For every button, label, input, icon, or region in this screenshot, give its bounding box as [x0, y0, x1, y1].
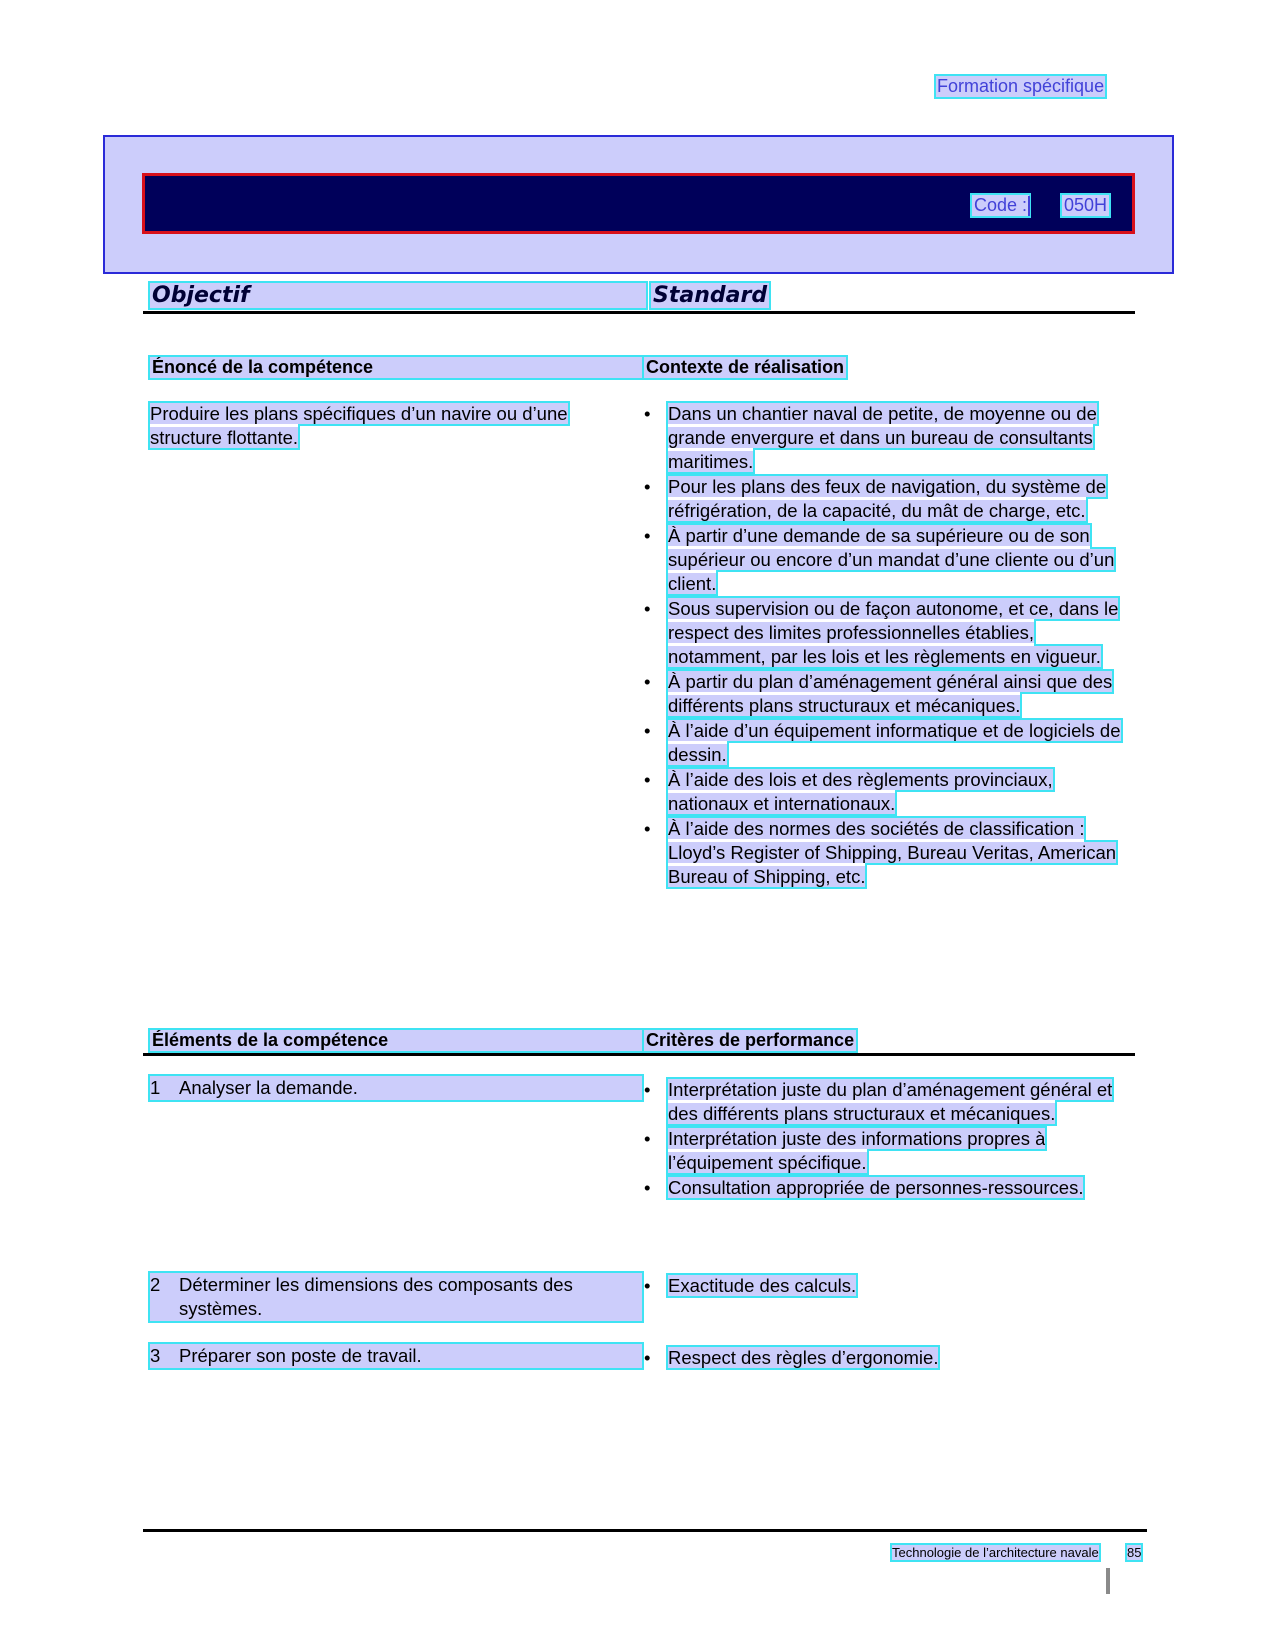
context-heading: Contexte de réalisation — [646, 357, 845, 377]
footer-text: Technologie de l’architecture navale — [892, 1545, 1099, 1560]
title-rule — [143, 311, 1135, 314]
element-text: Préparer son poste de travail. — [179, 1345, 422, 1366]
criteria-list — [644, 1346, 1124, 1371]
margin-mark — [1106, 1568, 1110, 1594]
bullet-icon: • — [644, 403, 651, 424]
context-item: • Pour les plans des feux de navigation, du système de réfrigération, de la capacité, du mât de charge, etc. — [644, 476, 1107, 521]
statement-text: Produire les plans spécifiques d’un navire ou d’une structure flottante. — [150, 403, 568, 448]
criteria-item: • Respect des règles d’ergonomie. — [644, 1347, 939, 1368]
context-item: • Dans un chantier naval de petite, de moyenne ou de grande envergure et dans un bureau de consultants maritimes. — [644, 403, 1097, 472]
bullet-icon: • — [644, 1128, 651, 1149]
criteria-list — [644, 1078, 1124, 1201]
context-item: • À l’aide des normes des sociétés de classification : Lloyd’s Register of Shipping, Bureau Veritas, American Bureau of Shipping, etc. — [644, 818, 1117, 887]
context-item: • À l’aide des lois et des règlements provinciaux, nationaux et internationaux. — [644, 769, 1053, 814]
column-title-objectif: Objectif — [150, 283, 646, 308]
statement-heading: Énoncé de la compétence — [150, 357, 642, 378]
bullet-icon: • — [644, 1275, 651, 1296]
bullet-icon: • — [644, 1177, 651, 1198]
criteria-heading: Critères de performance — [646, 1030, 855, 1050]
criteria-item: • Exactitude des calculs. — [644, 1275, 857, 1296]
bullet-icon: • — [644, 476, 651, 497]
criteria-item: • Interprétation juste du plan d’aménagement général et des différents plans structuraux et mécaniques. — [644, 1079, 1113, 1124]
context-item: • À l’aide d’un équipement informatique et de logiciels de dessin. — [644, 720, 1121, 765]
element-number: 2 — [150, 1274, 161, 1295]
element-number: 1 — [150, 1077, 161, 1098]
page-number: 85 — [1127, 1545, 1142, 1560]
element-item — [150, 1076, 642, 1100]
bullet-icon: • — [644, 525, 651, 546]
footer-rule — [143, 1529, 1147, 1532]
criteria-item: • Consultation appropriée de personnes-ressources. — [644, 1177, 1084, 1198]
bullet-icon: • — [644, 720, 651, 741]
context-item: • À partir d’une demande de sa supérieure ou de son supérieur ou encore d’un mandat d’une cliente ou d’un client. — [644, 525, 1115, 594]
column-title-standard: Standard — [653, 283, 768, 308]
code-separator — [1028, 196, 1030, 216]
elements-rule — [143, 1053, 1135, 1056]
bullet-icon: • — [644, 818, 651, 839]
context-item: • À partir du plan d’aménagement général ainsi que des différents plans structuraux et mécaniques. — [644, 671, 1113, 716]
context-item: • Sous supervision ou de façon autonome, et ce, dans le respect des limites professionnelles établies, notamment, par les lois et les règlements en vigueur. — [644, 598, 1119, 667]
section-tag: Formation spécifique — [937, 76, 1105, 96]
bullet-icon: • — [644, 1347, 651, 1368]
criteria-item: • Interprétation juste des informations propres à l’équipement spécifique. — [644, 1128, 1046, 1173]
elements-heading: Éléments de la compétence — [150, 1030, 642, 1051]
bullet-icon: • — [644, 769, 651, 790]
element-text: Analyser la demande. — [179, 1077, 358, 1098]
element-item — [150, 1344, 642, 1368]
element-text: Déterminer les dimensions des composants des systèmes. — [179, 1274, 573, 1319]
element-item — [150, 1273, 642, 1321]
element-number: 3 — [150, 1345, 161, 1366]
criteria-list — [644, 1274, 1124, 1299]
code-value: 050H — [1064, 195, 1108, 215]
code-label: Code : — [974, 195, 1028, 215]
bullet-icon: • — [644, 1079, 651, 1100]
bullet-icon: • — [644, 671, 651, 692]
bullet-icon: • — [644, 598, 651, 619]
context-list — [644, 402, 1124, 890]
